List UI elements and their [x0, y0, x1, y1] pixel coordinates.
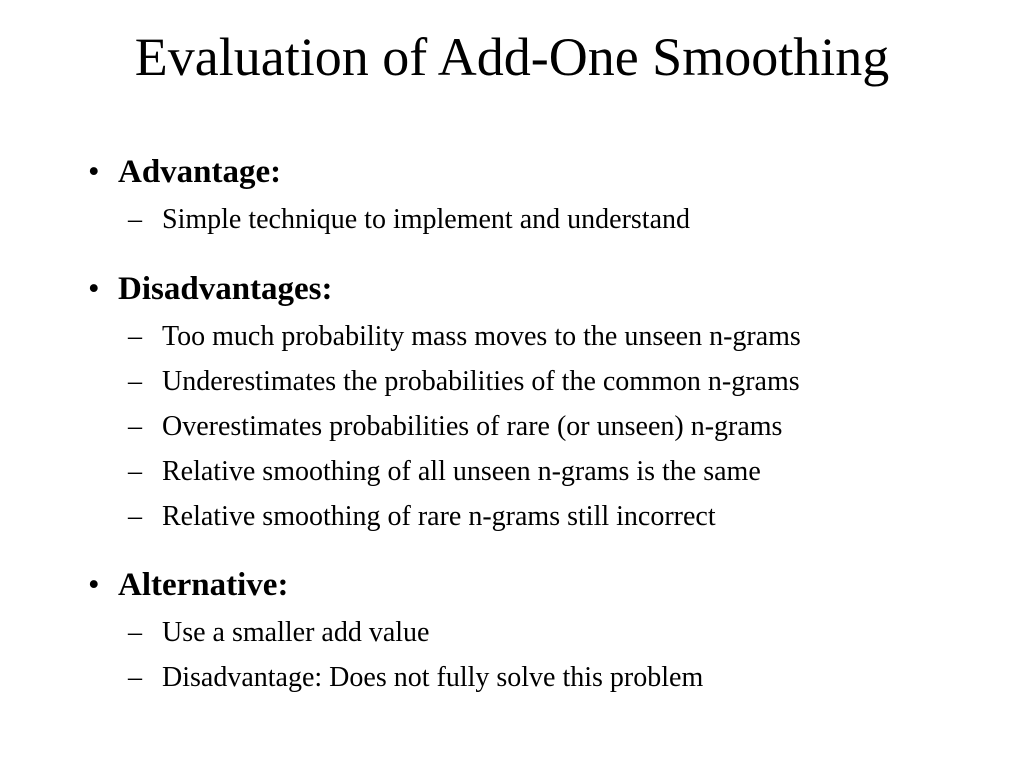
dash-icon: – [128, 617, 142, 648]
dash-icon: – [128, 411, 142, 442]
dash-icon: – [128, 366, 142, 397]
dash-icon: – [128, 204, 142, 235]
sub-item-text: Disadvantage: Does not fully solve this problem [162, 662, 704, 693]
sub-item-text: Relative smoothing of all unseen n-grams is the same [162, 456, 761, 487]
bullet-dot-icon: • [88, 567, 100, 603]
bullet-advantage [88, 153, 281, 191]
sub-item-text: Underestimates the probabilities of the common n-grams [162, 366, 800, 397]
sub-item-text: Too much probability mass moves to the unseen n-grams [162, 321, 801, 352]
bullet-heading: Advantage: [118, 154, 282, 190]
sub-item [128, 500, 716, 534]
sub-item [128, 455, 761, 489]
bullet-heading: Alternative: [118, 567, 289, 603]
bullet-alternative [88, 566, 288, 604]
sub-item-text: Relative smoothing of rare n-grams still incorrect [162, 501, 716, 532]
sub-item [128, 661, 703, 695]
bullet-dot-icon: • [88, 271, 100, 307]
slide-title: Evaluation of Add-One Smoothing [134, 27, 890, 87]
sub-item [128, 320, 801, 354]
bullet-heading: Disadvantages: [118, 271, 333, 307]
dash-icon: – [128, 456, 142, 487]
dash-icon: – [128, 501, 142, 532]
sub-item [128, 203, 690, 237]
sub-item [128, 410, 782, 444]
sub-item-text: Overestimates probabilities of rare (or unseen) n-grams [162, 411, 783, 442]
sub-item [128, 365, 800, 399]
bullet-disadvantages [88, 270, 333, 308]
sub-item-text: Use a smaller add value [162, 617, 430, 648]
dash-icon: – [128, 662, 142, 693]
bullet-dot-icon: • [88, 154, 100, 190]
sub-item-text: Simple technique to implement and understand [162, 204, 690, 235]
sub-item [128, 616, 429, 650]
dash-icon: – [128, 321, 142, 352]
